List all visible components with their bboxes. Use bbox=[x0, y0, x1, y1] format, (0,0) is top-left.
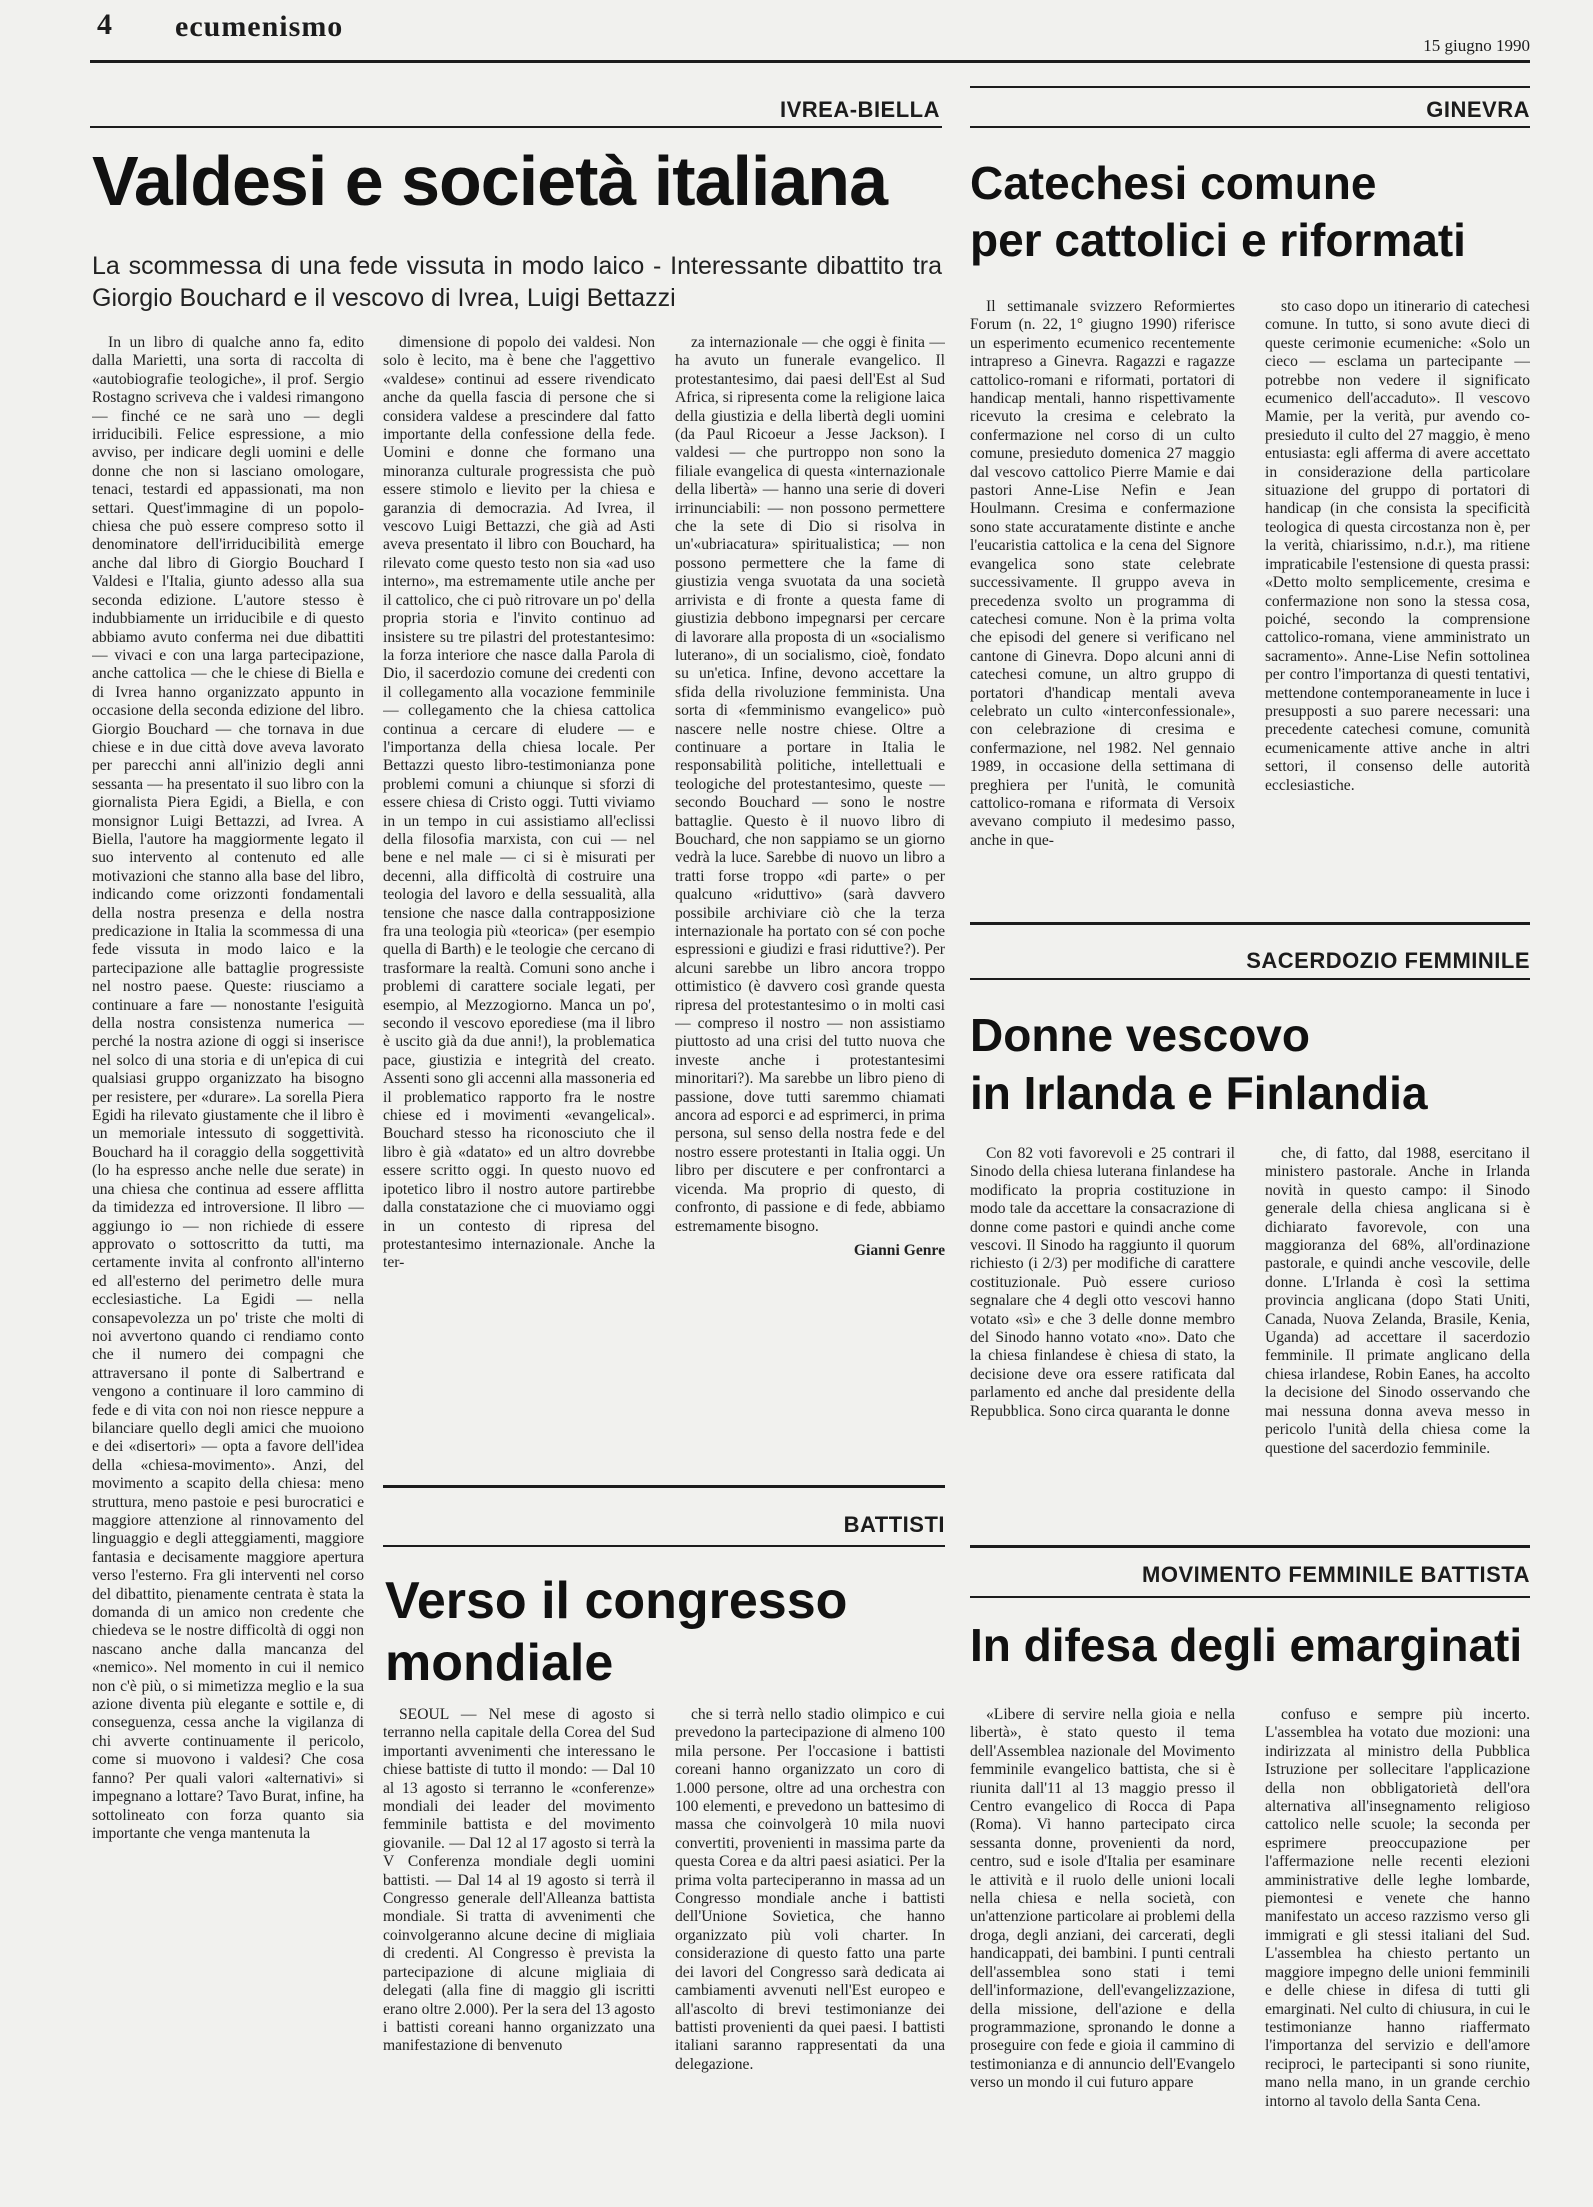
section-name: ecumenismo bbox=[175, 10, 344, 43]
headline-congresso-2: mondiale bbox=[385, 1634, 614, 1692]
headline-donne-2: in Irlanda e Finlandia bbox=[970, 1067, 1428, 1119]
article-text: dimensione di popolo dei valdesi. Non solo è lecito, ma è bene che l'aggettivo «valdese» continui ad essere rivendicato anche da quella fascia di persone che si considera valdese a prescindere dal fatto importante della confessione della fede. Uomini e donne che formano una minoranza culturale progressista che può essere stimolo e lievito per la chiesa e garanzia di democrazia. Ad Ivrea, il vescovo Luigi Bettazzi, che già ad Asti aveva presentato il libro con Bouchard, ha rilevato come questo testo non sia «ad uso interno», ma estremamente utile anche per il cattolico, che ci può ritrovare un po' della propria storia e l'invito continuo ad insistere su tre pilastri del protestantesimo: la forza interiore che nasce dalla Parola di Dio, il sacerdozio comune dei credenti con il collegamento alla vocazione femminile — collegamento che la chiesa cattolica continua a cercare di eludere — e l'importanza della chiesa locale. Per Bettazzi questo libro-testimonianza pone problemi comuni a chiunque si sforzi di essere chiesa di Cristo oggi. Tutti viviamo in un tempo in cui assistiamo all'eclissi della filosofia marxista, con cui — nel bene e nel male — ci si è misurati per decenni, alla difficoltà di costruire una teologia del lavoro e della sessualità, alla tensione che nasce dalla contrapposizione fra una teologia più «teorica» (per esempio quella di Barth) e le teologie che cercano di trasformare la realtà. Comuni sono anche i problemi di carattere sociale legati, per esempio, al Mezzogiorno. Manca un po', secondo il vescovo eporediese (ma il libro è uscito già da due anni!), la problematica pace, giustizia e integrità del creato. Assenti sono gli accenni alla massoneria ed il problematico rapporto fra le nostre chiese ed i movimenti «evangelical». Bouchard stesso ha riconosciuto che il libro è già «datato» ed un altro dovrebbe essere scritto oggi. In questo nuovo ed ipotetico libro il nostro autore partirebbe dalla constatazione che ci muoviamo oggi in un contesto di ripresa del protestantesimo internazionale. Anche la ter- bbox=[383, 334, 655, 1272]
byline: Gianni Genre bbox=[853, 1241, 945, 1259]
headline-valdesi: Valdesi e società italiana bbox=[92, 142, 887, 220]
headline-catechesi-1: Catechesi comune bbox=[970, 157, 1377, 209]
article-text: In un libro di qualche anno fa, edito dalla Marietti, una sorta di raccolta di «autobiografie teologiche», il prof. Sergio Rostagno scriveva che i valdesi rimangono — finché ce ne sarà uno — degli irriducibili. Felice espressione, a mio avviso, per indicare degli uomini e delle donne che non si lasciano omologare, tenaci, testardi ed appassionati, ma non settari. Quest'immagine di un popolo-chiesa che può essere compreso sotto il denominatore dell'irriducibilità emerge anche dal libro di Giorgio Bouchard I Valdesi e l'Italia, giunto adesso alla sua seconda edizione. L'autore stesso è indubbiamente un irriducibile e di questo abbiamo avuto conferma nei due dibattiti — vivaci e con una larga partecipazione, anche cattolica — che le chiese di Biella e di Ivrea hanno organizzato appunto in occasione della seconda edizione del libro. Giorgio Bouchard — che tornava in due chiese e in due città dove aveva lavorato per parecchi anni all'inizio degli anni sessanta — ha presentato il suo libro con la giornalista Piera Egidi, a Biella, e con monsignor Luigi Bettazzi, ad Ivrea. A Biella, l'autore ha maggiormente legato il suo intervento al contenuto ed alle motivazioni che stanno alla base del libro, indicando come orizzonti fondamentali della nostra presenza e della nostra predicazione in Italia la scommessa di una fede vissuta in modo laico e la partecipazione alle battaglie progressiste nel nostro paese. Queste: riusciamo a continuare a fare — nonostante l'esiguità della nostra consistenza numerica — perché la nostra azione di oggi si inserisce nel solco di una storia e di un'epica di cui qualsiasi gruppo organizzato ha bisogno per resistere, per «durare». La sorella Piera Egidi ha rilevato giustamente che il libro è un memoriale intessuto di soggettività. Bouchard ha il coraggio della soggettività (lo ha espresso anche nelle due serate) in una chiesa che continua ad essere afflitta da timidezza ed introversione. Il libro — aggiungo io — non richiede di essere approvato o sottoscritto da tutti, ma certamente invita al confronto all'interno ed all'esterno del perimetro delle mura ecclesiastiche. La Egidi — nella consapevolezza un po' triste che molti di noi avvertono quando ci rendiamo conto che il numero dei compagni che attraversano il ponte di Salbertrand e vengono a continuare il loro cammino di fede e di vita con noi non riesce neppure a bilanciare quello degli amici che muoiono e dei «disertori» — opta a favore dell'idea della «chiesa-movimento». Anzi, del movimento a scapito della chiesa: meno struttura, meno pastoie e pesi burocratici e maggiore attenzione al rinnovamento del linguaggio e degli atteggiamenti, maggiore fantasia e decisamente maggiore apertura verso l'esterno. Fra gli interventi nel corso del dibattito, pienamente centrata è stata la domanda di un amico non credente che chiedeva se le nostre difficoltà di oggi non nascano anche dalla mancanza del «nemico». Nel momento in cui il nemico non c'è più, o si mimetizza meglio e la sua azione diventa più elegante e sottile e, di conseguenza, cessa anche la vigilanza di chi avverte continuamente il pericolo, come si muovono i valdesi? Che cosa fanno? Per quali valori «alternativi» si impegnano a lottare? Tavo Burat, infine, ha sottolineato con forza quanto sia importante che venga mantenuta la bbox=[92, 334, 364, 1842]
article-column bbox=[970, 1706, 1235, 2200]
page-number: 4 bbox=[97, 8, 112, 41]
article-column bbox=[675, 334, 945, 1458]
article-text: sto caso dopo un itinerario di catechesi comune. In tutto, si sono avute dieci di queste cerimonie ecumeniche: «Solo un cieco — esclama un partecipante — potrebbe non vedere il significato ecumenico dell'accaduto». Il vescovo Mamie, per la verità, pur avendo co-presieduto il culto del 27 maggio, è meno entusiasta: egli afferma di avere accettato in considerazione della particolare situazione del gruppo di portatori di handicap (in che consista la specificità teologica di questa circostanza non è, per la verità, chiarissimo, n.d.r.), ma ritiene impraticabile l'estensione di questa prassi: «Detto molto semplicemente, cresima e confermazione non sono la stessa cosa, poiché, secondo la comprensione cattolico-romana, viene amministrato un sacramento». Anne-Lise Nefin sottolinea per contro l'importanza di questi tentativi, mettendone contemporaneamente in luce i presupposti a suo parere necessari: una precedente catechesi comune, comunità ecumenicamente attive anche in altri settori, il consenso delle autorità ecclesiastiche. bbox=[1265, 298, 1530, 794]
article-text: che, di fatto, dal 1988, esercitano il ministero pastorale. Anche in Irlanda novità in questo campo: il Sinodo generale della chiesa anglicana si è dichiarato favorevole, con una maggioranza del 68%, all'ordinazione pastorale, e quindi anche vescovile, delle donne. L'Irlanda è così la settima provincia anglicana (dopo Stati Uniti, Canada, Nuova Zelanda, Brasile, Kenia, Uganda) ad accettare il sacerdozio femminile. Il primate anglicano della chiesa irlandese, Robin Eanes, ha accolto la decisione del Sinodo osservando che mai nessuna donna aveva messo in pericolo l'unità della chiesa come la questione del sacerdozio femminile. bbox=[1265, 1145, 1530, 1457]
kicker-ginevra: GINEVRA bbox=[1426, 97, 1530, 122]
article-column bbox=[1265, 298, 1530, 916]
section-rule bbox=[970, 126, 1530, 128]
headline-catechesi-2: per cattolici e riformati bbox=[970, 214, 1466, 266]
section-rule bbox=[383, 1485, 945, 1488]
article-text: Il settimanale svizzero Reformiertes Forum (n. 22, 1° giugno 1990) riferisce un esperimento ecumenico recentemente intrapreso a Ginevra. Ragazzi e ragazze cattolico-romani e riformati, portatori di handicap mentali, hanno rispettivamente ricevuto la cresima e celebrato la confermazione nel corso di un culto comune, presieduto domenica 27 maggio dal vescovo cattolico Pierre Mamie e dai pastori Anne-Lise Nefin e Jean Houlmann. Cresima e confermazione sono state accuratamente distinte e anche l'eucaristia cattolica e la cena del Signore evangelica sono state celebrate successivamente. Il gruppo aveva in precedenza svolto un programma di catechesi comune. Non è la prima volta che episodi del genere si verificano nel cantone di Ginevra. Dopo alcuni anni di catechesi comune, un altro gruppo di portatori d'handicap mentali aveva celebrato un culto «interconfessionale», con celebrazione di cresima e confermazione, nel 1982. Nel gennaio 1989, in occasione della settimana di preghiera per l'unità, le comunità cattolico-romana e riformata di Versoix avevano compiuto il medesimo passo, anche in que- bbox=[970, 298, 1235, 849]
headline-emarginati: In difesa degli emarginati bbox=[970, 1619, 1523, 1671]
kicker-sacerdozio: SACERDOZIO FEMMINILE bbox=[1246, 948, 1530, 973]
kicker-ivrea-biella: IVREA-BIELLA bbox=[780, 97, 940, 122]
kicker-movimento: MOVIMENTO FEMMINILE BATTISTA bbox=[1142, 1562, 1530, 1587]
headline-congresso-1: Verso il congresso bbox=[385, 1572, 848, 1630]
article-text: «Libere di servire nella gioia e nella libertà», è stato questo il tema dell'Assemblea nazionale del Movimento femminile evangelico battista, che si è riunita dall'11 al 13 maggio presso il Centro evangelico di Rocca di Papa (Roma). Vi hanno partecipato circa sessanta donne, provenienti da nord, centro, sud e isole d'Italia per esaminare le attività e il ruolo delle unioni locali nella chiesa e nella società, con un'attenzione particolare ai problemi della droga, degli anziani, dei carcerati, degli handicappati, dei bambini. I punti centrali dell'assemblea sono stati i temi dell'informazione, dell'evangelizzazione, della missione, dell'azione e della programmazione, spronando le donne a proseguire con fede e gioia il cammino di testimonianza e di annuncio dell'Evangelo verso un mondo il cui futuro appare bbox=[970, 1706, 1235, 2092]
article-text: che si terrà nello stadio olimpico e cui prevedono la partecipazione di almeno 100 mila persone. Per l'occasione i battisti coreani hanno organizzato un coro di 1.000 persone, oltre ad una orchestra con 100 elementi, e prevedono un battesimo di massa che coinvolgerà 10 mila nuovi convertiti, provenienti in massima parte da questa Corea e da altri paesi asiatici. Per la prima volta parteciperanno in massa ad un Congresso mondiale anche i battisti dell'Unione Sovietica, che hanno organizzato più voli charter. In considerazione di questo fatto una parte dei lavori del Congresso sarà dedicata ai cambiamenti avvenuti nell'Est europeo e all'ascolto di brevi testimonianze dei battisti provenienti da quei paesi. I battisti italiani saranno rappresentati da una delegazione. bbox=[675, 1706, 945, 2073]
section-rule bbox=[970, 86, 1530, 88]
headline-rule-left bbox=[90, 126, 942, 128]
article-text: SEOUL — Nel mese di agosto si terranno nella capitale della Corea del Sud importanti avvenimenti che interessano le chiese battiste di tutto il mondo: — Dal 10 al 13 agosto si terranno le «conferenze» mondiali dei leader del movimento femminile battista e del movimento giovanile. — Dal 12 al 17 agosto si terrà la V Conferenza mondiale degli uomini battisti. — Dal 14 al 19 agosto si terrà il Congresso generale dell'Alleanza battista mondiale. Si tratta di avvenimenti che coinvolgeranno alcune decine di migliaia di credenti. Al Congresso è prevista la partecipazione di alcune migliaia di delegati (alla fine di maggio gli iscritti erano oltre 2.000). Per la sera del 13 agosto i battisti coreani hanno organizzato una manifestazione di benvenuto bbox=[383, 1706, 655, 2055]
issue-date: 15 giugno 1990 bbox=[1423, 36, 1530, 55]
article-column bbox=[1265, 1706, 1530, 2200]
article-column bbox=[383, 334, 655, 1451]
article-column bbox=[1265, 1145, 1530, 1509]
section-rule bbox=[970, 978, 1530, 980]
article-column bbox=[970, 298, 1235, 916]
article-column bbox=[675, 1706, 945, 2200]
kicker-battisti: BATTISTI bbox=[843, 1512, 945, 1537]
article-text: za internazionale — che oggi è finita — ha avuto un funerale evangelico. Il protestantesimo, dai paesi dell'Est al Sud Africa, si ripresenta come la religione laica della giustizia e della libertà degli uomini (da Paul Ricoeur a Jesse Jackson). I valdesi — che purtroppo non sono la filiale evangelica di questa «internazionale della libertà» — hanno una serie di doveri irrinunciabili: — non possono permettere che la sete di Dio si risolva in un'«ubriacatura» spiritualistica; — non possono permettere che la fame di giustizia venga svuotata da una società arrivista e di fronte a questa fame di giustizia debbono impegnarsi per cercare di lavorare alla proposta di un «socialismo luterano», di un socialismo, cioè, fondato su un'etica. Infine, devono accettare la sfida della rivoluzione femminista. Una sorta di «femminismo evangelico» può nascere nelle nostre chiese. Oltre a continuare a portare in Italia le responsabilità politiche, intellettuali e teologiche del protestantesimo, queste — secondo Bouchard — sono le nostre battaglie. Questo è il nuovo libro di Bouchard, che non sappiamo se un giorno vedrà la luce. Sarebbe di nuovo un libro a tratti forse troppo «di parte» o per qualcuno «riduttivo» (sarà davvero possibile archiviare ciò che la terza internazionale ha portato con sé con poche espressioni e giudizi e frasi riduttive?). Per alcuni sarebbe un libro ancora troppo ottimistico (è davvero così grande questa ripresa del protestantesimo o in molti casi — compreso il nostro — non assistiamo piuttosto ad una crisi del tutto nuova che investe anche i protestantesimi minoritari?). Ma sarebbe un libro pieno di passione, dove tutti saremmo chiamati ancora ad esporci e ad esprimerci, in prima persona, sul senso della nostra fede e del nostro essere protestanti in Italia oggi. Un libro per discutere e per confrontarci a vicenda. Ma proprio di questo, di confronto, di passione e di fede, abbiamo estremamente bisogno. bbox=[675, 334, 945, 1235]
article-text: Con 82 voti favorevoli e 25 contrari il Sinodo della chiesa luterana finlandese ha modificato la propria costituzione in modo tale da accettare la consacrazione di donne come pastori e quindi anche come vescovi. Il Sinodo ha raggiunto il quorum richiesto (i 2/3) per modifiche di carattere costituzionale. Può essere curioso segnalare che 4 degli otto vescovi hanno votato «sì» e che 3 delle donne membro del Sinodo hanno votato «no». Dato che la chiesa finlandese è chiesa di stato, la decisione deve ora essere ratificata dal parlamento ed anche dal presidente della Repubblica. Sono circa quaranta le donne bbox=[970, 1145, 1235, 1420]
headline-donne-1: Donne vescovo bbox=[970, 1009, 1310, 1061]
article-column bbox=[92, 334, 364, 2200]
article-text: confuso e sempre più incerto. L'assemblea ha votato due mozioni: una indirizzata al ministro della Pubblica Istruzione per sollecitare l'applicazione della non obbligatorietà dell'ora alternativa all'insegnamento religioso cattolico nelle scuole; la seconda per esprimere preoccupazione per l'affermazione nelle recenti elezioni amministrative delle leghe lombarde, piemontesi e venete che hanno manifestato un acceso razzismo verso gli immigrati e gli stessi italiani del Sud. L'assemblea ha chiesto pertanto un maggiore impegno delle unioni femminili e delle chiese in difesa di tutti gli emarginati. Nel culto di chiusura, in cui le testimonianze hanno riaffermato l'importanza del servizio e dell'amore reciproci, le partecipanti si sono riunite, mano nella mano, in un grande cerchio intorno al tavolo della Santa Cena. bbox=[1265, 1706, 1530, 2110]
section-rule bbox=[970, 1596, 1530, 1598]
section-rule bbox=[970, 922, 1530, 925]
masthead-rule bbox=[90, 60, 1530, 63]
article-column bbox=[383, 1706, 655, 2200]
section-rule bbox=[383, 1545, 945, 1547]
section-rule bbox=[970, 1545, 1530, 1548]
article-column bbox=[970, 1145, 1235, 1509]
deck-valdesi: La scommessa di una fede vissuta in modo laico - Interessante dibattito tra Giorgio Bouchard e il vescovo di Ivrea, Luigi Bettazzi bbox=[92, 252, 942, 312]
